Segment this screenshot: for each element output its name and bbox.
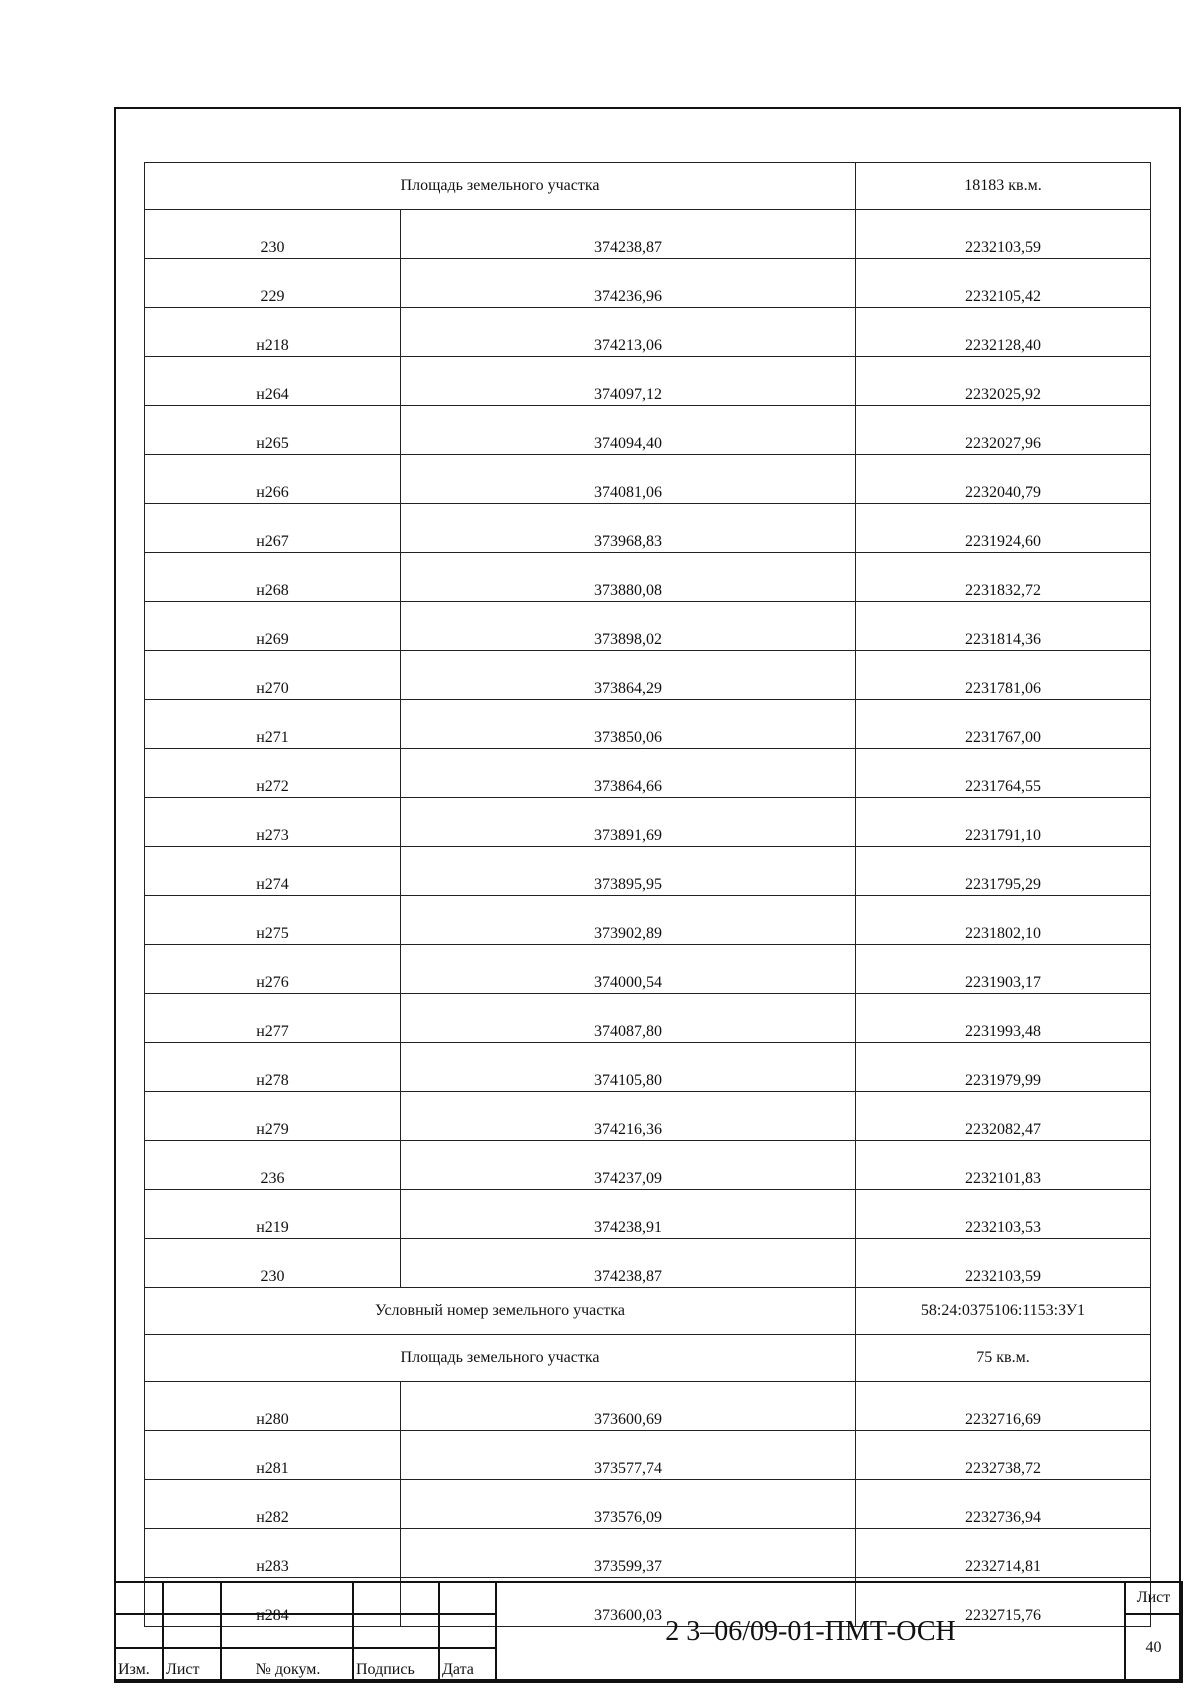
point-id: н273	[145, 798, 401, 847]
point-id: н284	[145, 1578, 401, 1627]
coord-x: 373880,08	[401, 553, 856, 602]
coord-x: 373898,02	[401, 602, 856, 651]
point-id: н279	[145, 1092, 401, 1141]
coord-x: 374237,09	[401, 1141, 856, 1190]
stamp-cell	[115, 1582, 163, 1614]
coord-y: 2232103,53	[856, 1190, 1151, 1239]
coord-x: 374105,80	[401, 1043, 856, 1092]
point-row	[145, 259, 1151, 308]
point-row	[145, 1529, 1151, 1578]
point-row	[145, 1480, 1151, 1529]
document-number-label: № докум.	[221, 1648, 353, 1682]
point-row	[145, 1431, 1151, 1480]
stamp-cell	[221, 1582, 353, 1614]
stamp-cell	[353, 1582, 439, 1614]
point-id: н272	[145, 749, 401, 798]
point-row	[145, 1043, 1151, 1092]
coord-y: 2232103,59	[856, 210, 1151, 259]
coord-x: 374216,36	[401, 1092, 856, 1141]
coord-x: 374000,54	[401, 945, 856, 994]
point-id: н268	[145, 553, 401, 602]
coord-x: 374087,80	[401, 994, 856, 1043]
point-id: н266	[145, 455, 401, 504]
coord-y: 2231764,55	[856, 749, 1151, 798]
coord-y: 2232025,92	[856, 357, 1151, 406]
point-id: н218	[145, 308, 401, 357]
area-label: Площадь земельного участка	[145, 1335, 856, 1382]
point-id: н282	[145, 1480, 401, 1529]
point-row	[145, 1092, 1151, 1141]
area-value: 75 кв.м.	[856, 1335, 1151, 1382]
coord-y: 2232714,81	[856, 1529, 1151, 1578]
coord-y: 2232128,40	[856, 308, 1151, 357]
coord-y: 2231903,17	[856, 945, 1151, 994]
point-row	[145, 357, 1151, 406]
point-id: н275	[145, 896, 401, 945]
date-label: Дата	[439, 1648, 496, 1682]
coord-y: 2232715,76	[856, 1578, 1151, 1627]
point-id: н281	[145, 1431, 401, 1480]
area-value: 18183 кв.м.	[856, 163, 1151, 210]
stamp-cell	[163, 1614, 221, 1648]
coord-y: 2231979,99	[856, 1043, 1151, 1092]
point-id: 230	[145, 210, 401, 259]
area-row	[145, 163, 1151, 210]
point-row	[145, 455, 1151, 504]
point-id: н278	[145, 1043, 401, 1092]
stamp-cell	[353, 1614, 439, 1648]
coord-y: 2232027,96	[856, 406, 1151, 455]
list-label: Лист	[163, 1648, 221, 1682]
stamp-cell	[439, 1614, 496, 1648]
coord-x: 374081,06	[401, 455, 856, 504]
coord-x: 374213,06	[401, 308, 856, 357]
coord-y: 2232101,83	[856, 1141, 1151, 1190]
coord-y: 2232716,69	[856, 1382, 1151, 1431]
coord-x: 373891,69	[401, 798, 856, 847]
coordinates-table-body	[145, 163, 1151, 1627]
coord-y: 2231802,10	[856, 896, 1151, 945]
point-id: н280	[145, 1382, 401, 1431]
point-id: н265	[145, 406, 401, 455]
stamp-cell	[115, 1614, 163, 1648]
coord-y: 2232103,59	[856, 1239, 1151, 1288]
coord-x: 374238,87	[401, 210, 856, 259]
izm-label: Изм.	[115, 1648, 163, 1682]
stamp-cell	[221, 1614, 353, 1648]
point-id: н270	[145, 651, 401, 700]
point-row	[145, 602, 1151, 651]
coord-x: 373600,69	[401, 1382, 856, 1431]
point-row	[145, 651, 1151, 700]
coord-x: 373968,83	[401, 504, 856, 553]
area-row	[145, 1335, 1151, 1382]
point-row	[145, 553, 1151, 602]
coord-x: 373864,66	[401, 749, 856, 798]
cadastral-value: 58:24:0375106:1153:ЗУ1	[856, 1288, 1151, 1335]
coord-y: 2231924,60	[856, 504, 1151, 553]
point-row	[145, 1382, 1151, 1431]
coord-y: 2231993,48	[856, 994, 1151, 1043]
title-block	[114, 1581, 1183, 1683]
point-id: н267	[145, 504, 401, 553]
coord-x: 374097,12	[401, 357, 856, 406]
coord-x: 373577,74	[401, 1431, 856, 1480]
point-row	[145, 1190, 1151, 1239]
point-row	[145, 700, 1151, 749]
coord-y: 2232040,79	[856, 455, 1151, 504]
point-row	[145, 1239, 1151, 1288]
point-id: н274	[145, 847, 401, 896]
coord-x: 374238,87	[401, 1239, 856, 1288]
point-id: н277	[145, 994, 401, 1043]
coord-x: 374094,40	[401, 406, 856, 455]
stamp-cell	[439, 1582, 496, 1614]
sheet-label: Лист	[1125, 1582, 1182, 1614]
coord-x: 374236,96	[401, 259, 856, 308]
stamp-cell	[163, 1582, 221, 1614]
coord-y: 2232738,72	[856, 1431, 1151, 1480]
point-id: 230	[145, 1239, 401, 1288]
signature-label: Подпись	[353, 1648, 439, 1682]
coord-x: 373902,89	[401, 896, 856, 945]
coord-y: 2231832,72	[856, 553, 1151, 602]
coord-x: 373864,29	[401, 651, 856, 700]
point-row	[145, 210, 1151, 259]
point-id: н264	[145, 357, 401, 406]
point-row	[145, 749, 1151, 798]
cadastral-row	[145, 1288, 1151, 1335]
point-row	[145, 406, 1151, 455]
sheet-number: 40	[1125, 1614, 1182, 1682]
point-row	[145, 504, 1151, 553]
cadastral-label: Условный номер земельного участка	[145, 1288, 856, 1335]
coord-x: 373895,95	[401, 847, 856, 896]
point-row	[145, 798, 1151, 847]
point-id: н269	[145, 602, 401, 651]
point-id: н271	[145, 700, 401, 749]
point-row	[145, 945, 1151, 994]
coord-y: 2231781,06	[856, 651, 1151, 700]
area-label: Площадь земельного участка	[145, 163, 856, 210]
point-id: н276	[145, 945, 401, 994]
coord-x: 373599,37	[401, 1529, 856, 1578]
coord-x: 373850,06	[401, 700, 856, 749]
point-id: н283	[145, 1529, 401, 1578]
point-id: н219	[145, 1190, 401, 1239]
coord-y: 2231791,10	[856, 798, 1151, 847]
coord-x: 373576,09	[401, 1480, 856, 1529]
coordinates-table	[144, 162, 1151, 1627]
coord-y: 2232736,94	[856, 1480, 1151, 1529]
point-row	[145, 308, 1151, 357]
document-code: 2 3–06/09-01-ПМТ-ОСН	[496, 1582, 1125, 1682]
point-row	[145, 1141, 1151, 1190]
coord-y: 2231795,29	[856, 847, 1151, 896]
coord-y: 2232105,42	[856, 259, 1151, 308]
coord-x: 373600,03	[401, 1578, 856, 1627]
point-row	[145, 847, 1151, 896]
point-id: 229	[145, 259, 401, 308]
point-row	[145, 896, 1151, 945]
point-row	[145, 994, 1151, 1043]
point-id: 236	[145, 1141, 401, 1190]
coord-y: 2231767,00	[856, 700, 1151, 749]
coord-y: 2231814,36	[856, 602, 1151, 651]
coord-y: 2232082,47	[856, 1092, 1151, 1141]
coord-x: 374238,91	[401, 1190, 856, 1239]
